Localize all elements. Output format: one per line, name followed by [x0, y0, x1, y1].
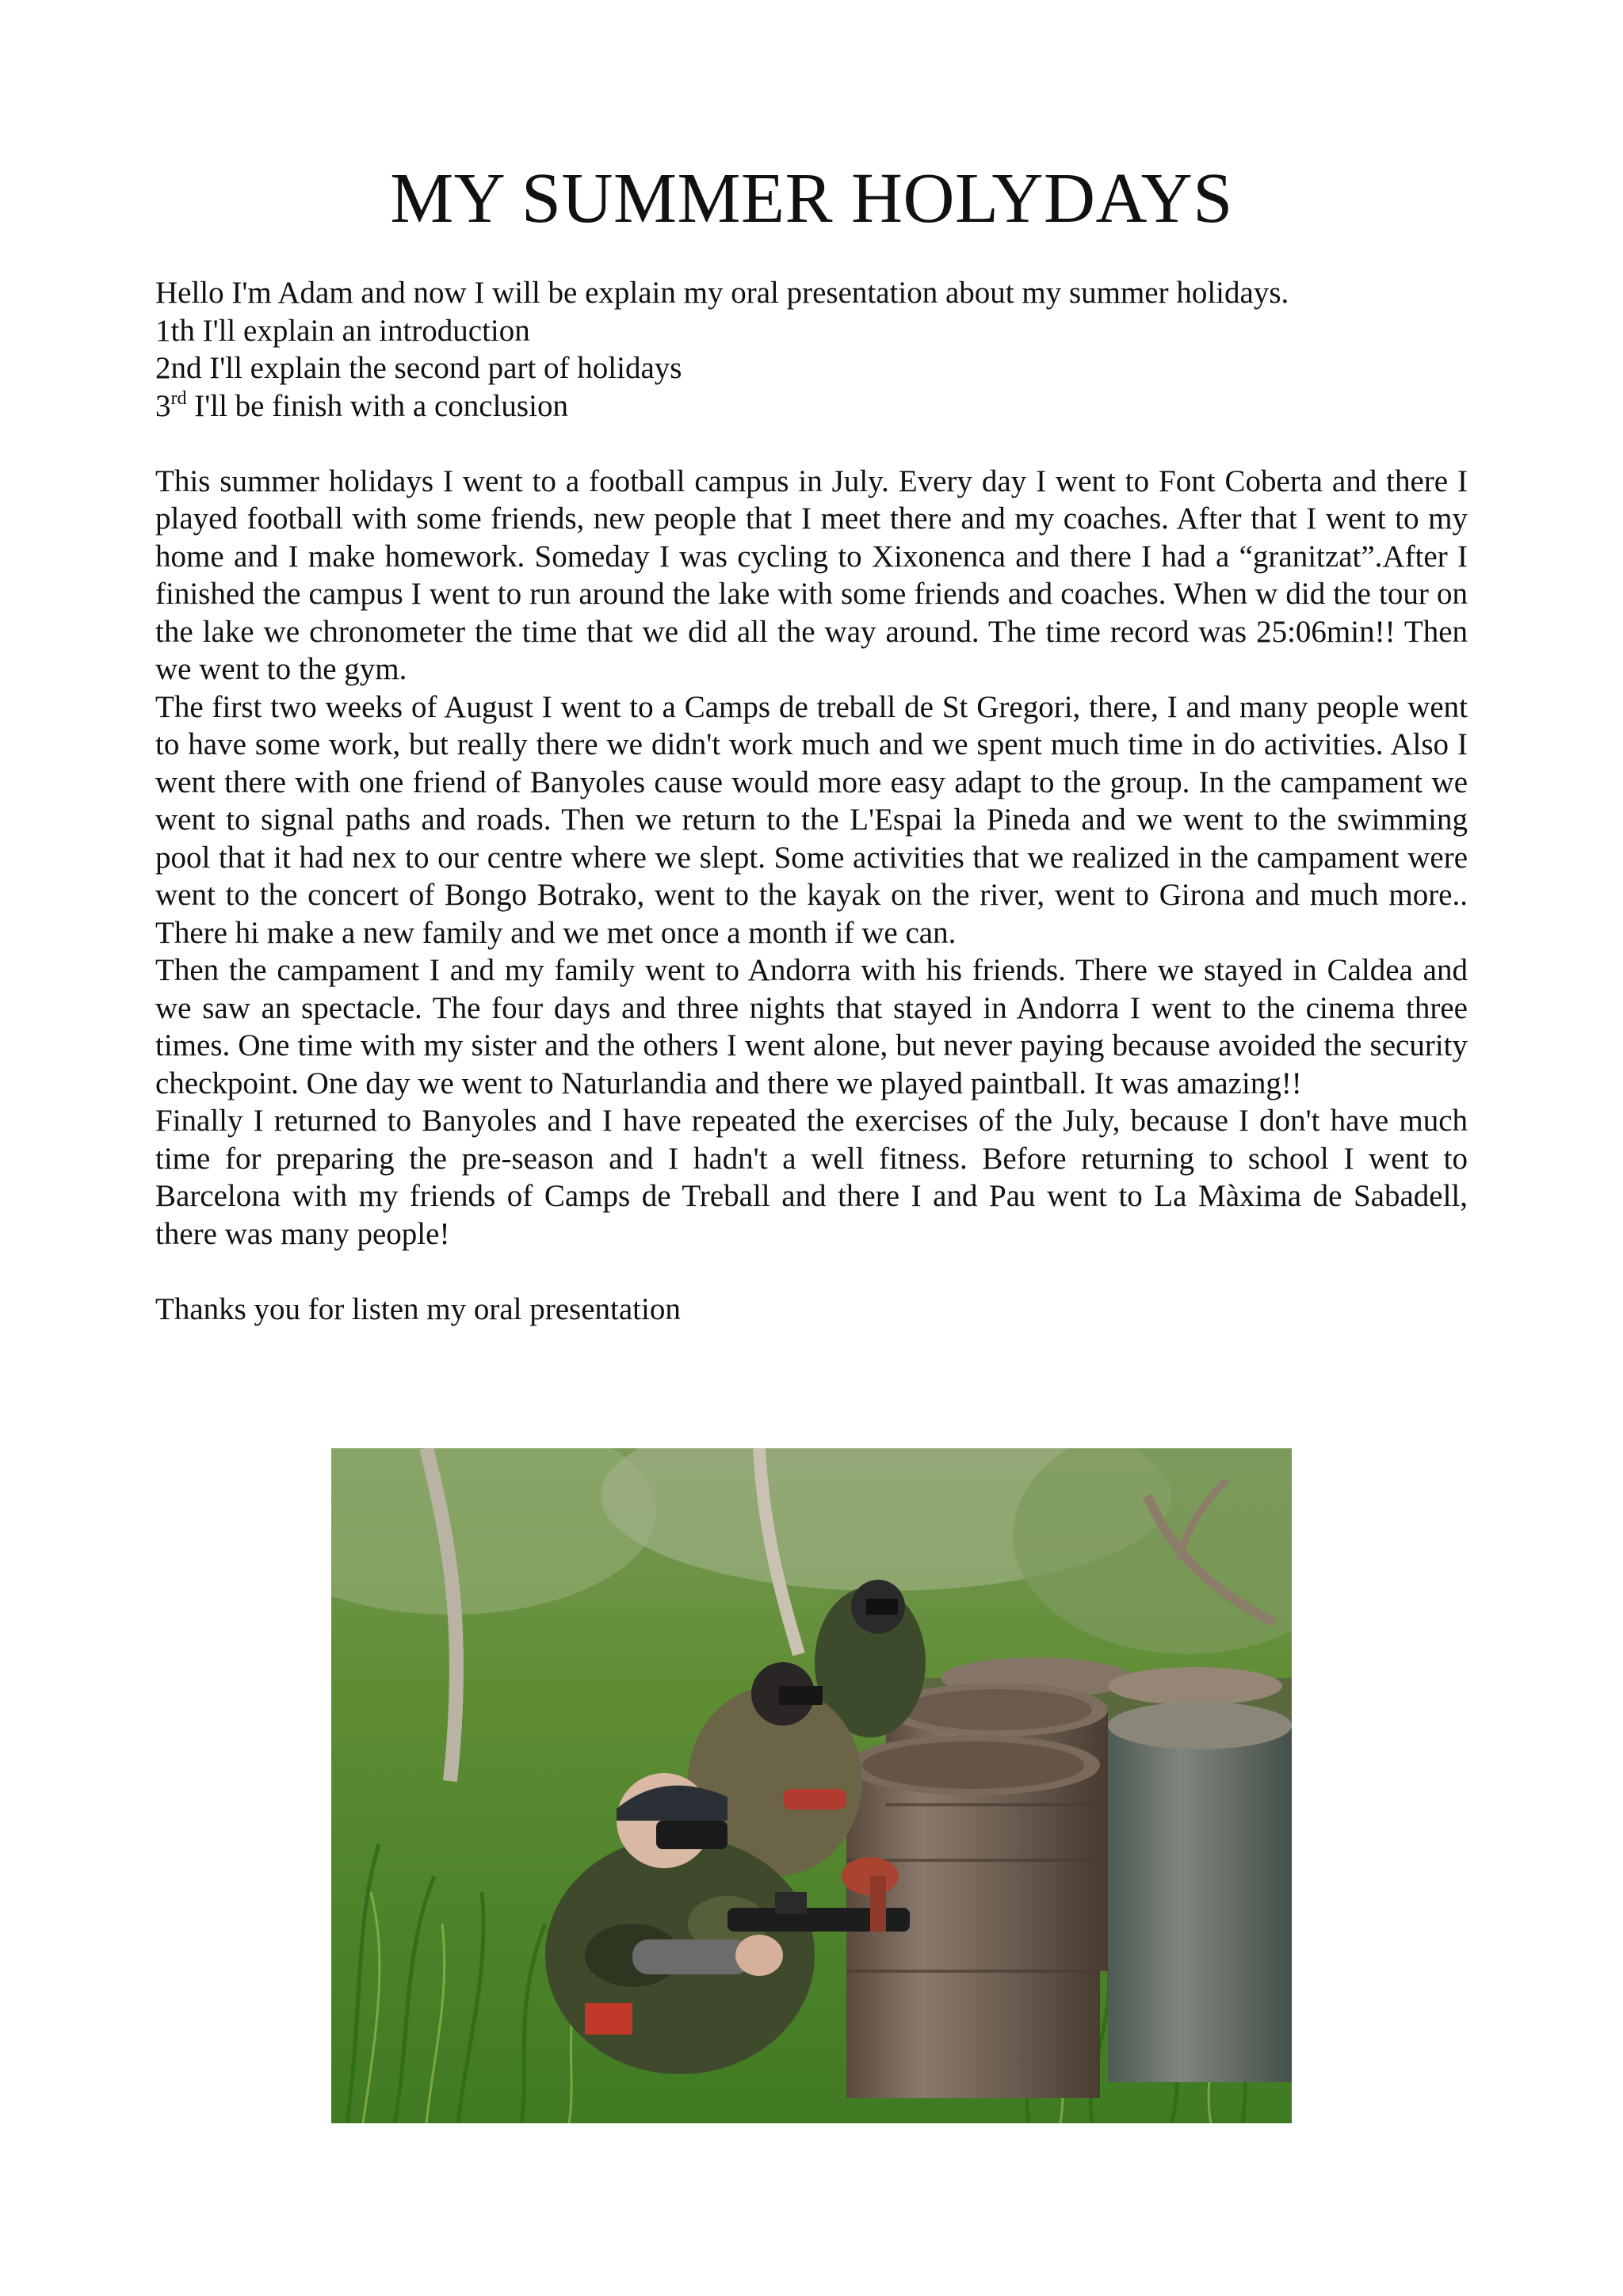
intro-item-3-number: 3: [155, 388, 171, 423]
paragraph-july: This summer holidays I went to a football campus in July. Every day I went to Font Coberta and there I played football with some friends, new people that I meet there and my coaches. After that I went to my home and I make homework. Someday I was cycling to Xixonenca and there I had a “granitzat”.After I finished the campus I went to run around the lake with some friends and coaches. When w did the tour on the lake we chronometer the time that we did all the way around. The time record was 25:06min!! Then we went to the gym.: [155, 463, 1468, 686]
paragraph-finally: Finally I returned to Banyoles and I have repeated the exercises of the July, because I don't have much time for preparing the pre-season and I hadn't a well fitness. Before returning to school I went to Barcelona with my friends of Camps de Treball and there I and Pau went to La Màxima de Sabadell, there was many people!: [155, 1104, 1468, 1251]
page-title: MY SUMMER HOLYDAYS: [390, 159, 1233, 238]
paragraph-spacer: [155, 425, 1468, 463]
closing-line: Thanks you for listen my oral presentation: [155, 1291, 681, 1326]
paintball-photo: [331, 1448, 1292, 2123]
intro-greeting: Hello I'm Adam and now I will be explain my oral presentation about my summer holidays.: [155, 276, 1289, 310]
paragraph-august: The first two weeks of August I went to a Camps de treball de St Gregori, there, I and many people went to have some work, but really there we didn't work much and we spent much time in do activities. Also I went there with one friend of Banyoles cause would more easy adapt to the group. In the campament we went to signal paths and roads. Then we return to the L'Espai la Pineda and we went to the swimming pool that it had nex to our centre where we slept. Some activities that we realized in the campament were went to the concert of Bongo Botrako, went to the kayak on the river, went to Girona and much more.. There hi make a new family and we met once a month if we can.: [155, 689, 1468, 950]
intro-item-3-text: I'll be finish with a conclusion: [186, 388, 568, 423]
paragraph-andorra: Then the campament I and my family went to Andorra with his friends. There we stayed in Caldea and we saw an spectacle. The four days and three nights that stayed in Andorra I went to the cinema three times. One time with my sister and the others I went alone, but never paying because avoided the security checkpoint. One day we went to Naturlandia and there we played paintball. It was amazing!!: [155, 953, 1468, 1100]
paragraph-spacer: [155, 1253, 1468, 1291]
paintball-photo-illustration: [331, 1448, 1292, 2123]
intro-item-1: 1th I'll explain an introduction: [155, 313, 530, 348]
document-body: [155, 274, 1468, 1328]
intro-item-3-ordinal: rd: [170, 387, 187, 409]
intro-item-2: 2nd I'll explain the second part of holidays: [155, 351, 682, 385]
intro-item-3: [155, 387, 1468, 425]
